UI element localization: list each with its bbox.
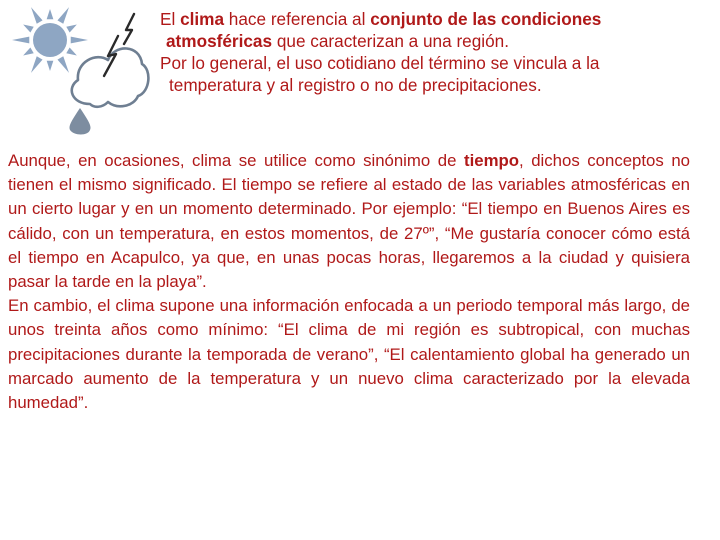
sun-ray <box>23 25 34 33</box>
cloud-icon <box>72 48 149 106</box>
rain-drop-icon <box>69 108 90 135</box>
intro-line-4: temperatura y al registro o no de precipitaciones. <box>169 75 542 95</box>
sun-ray <box>23 47 34 55</box>
term-clima: clima <box>180 9 225 29</box>
sun-ray <box>31 7 43 24</box>
intro-line-2 <box>160 30 710 52</box>
paragraph-1 <box>8 149 690 294</box>
term-conjunto: conjunto de las condiciones <box>370 9 602 29</box>
paragraph-2: En cambio, el clima supone una información enfocada a un periodo temporal más largo, de unos treinta años como mínimo: “El clima de mi región es subtropical, con muchas precipitaciones durante la temporada de verano”, “El calentamiento global ha generado un marcado aumento de la temperatura y un nuevo clima caracterizado por la elevada humedad”. <box>8 296 690 413</box>
weather-sun-cloud-lightning-icon <box>0 0 150 136</box>
intro-text <box>160 8 710 96</box>
sun-ray <box>31 56 43 73</box>
sun-icon <box>33 23 67 57</box>
sun-ray <box>47 9 54 19</box>
paragraph-text: , dichos conceptos no tienen el mismo significado. El tiempo se refiere al estado de las variables atmosféricas en un cierto lugar y en un momento determinado. Por ejemplo: “El tiempo en Buenos Aires es cálido, con un temperatura, en estos momentos, de 27º”, “Me gustaría conocer cómo está el tiempo en Acapulco, ya que, en unas pocas horas, llegaremos a la ciudad y quisiera pasar la tarde en la playa”. <box>8 151 690 292</box>
sun-ray <box>66 47 77 55</box>
weather-icon <box>0 0 150 136</box>
sun-ray <box>12 37 29 44</box>
paragraph-text: Aunque, en ocasiones, clima se utilice como sinónimo de <box>8 151 464 170</box>
lightning-icon <box>104 14 134 76</box>
intro-line-3: Por lo general, el uso cotidiano del término se vincula a la <box>160 53 600 73</box>
intro-text-span: El <box>160 9 181 29</box>
sun-ray <box>71 37 88 44</box>
sun-ray <box>57 7 69 24</box>
body-text <box>8 149 690 415</box>
intro-line-1 <box>160 8 710 30</box>
term-atmosfericas: atmosféricas <box>166 31 273 51</box>
intro-text-span: hace referencia al <box>224 9 371 29</box>
intro-text-span: que caracterizan a una región. <box>272 31 510 51</box>
sun-ray <box>66 25 77 33</box>
term-tiempo: tiempo <box>464 151 520 170</box>
sun-ray <box>47 61 54 71</box>
sun-ray <box>57 56 69 73</box>
